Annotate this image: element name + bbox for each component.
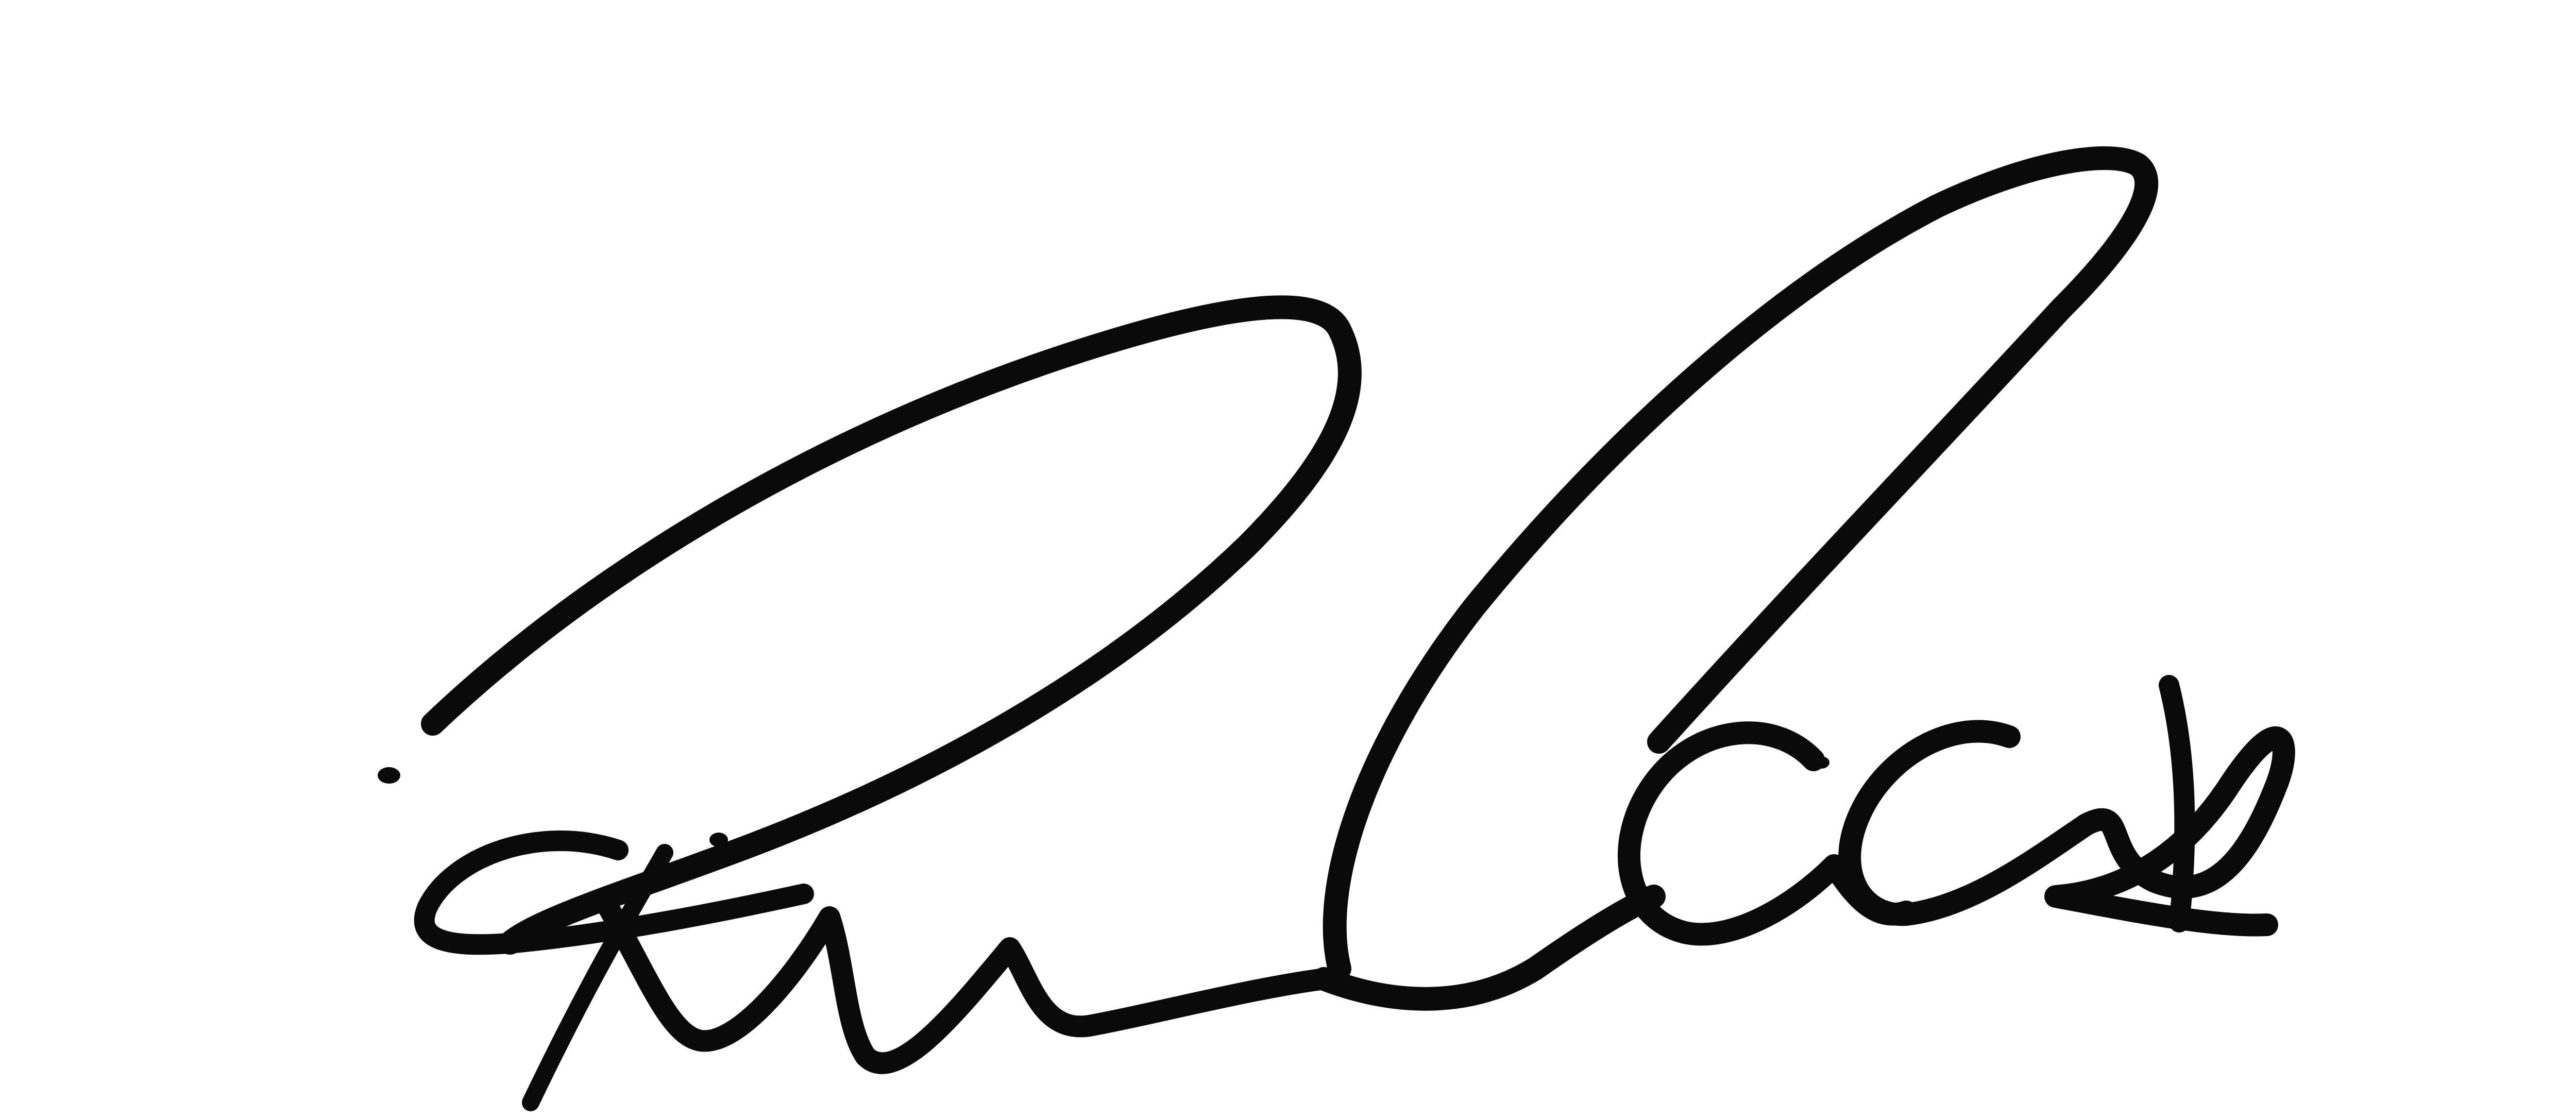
signature-stroke-a2 bbox=[1850, 732, 2284, 925]
ink-speck bbox=[378, 767, 400, 784]
ink-speck bbox=[709, 833, 728, 847]
ink-specks bbox=[378, 756, 1829, 847]
signature-ink bbox=[425, 158, 2284, 1103]
ink-speck bbox=[1813, 756, 1829, 769]
signature-stroke-u bbox=[608, 907, 1324, 1063]
